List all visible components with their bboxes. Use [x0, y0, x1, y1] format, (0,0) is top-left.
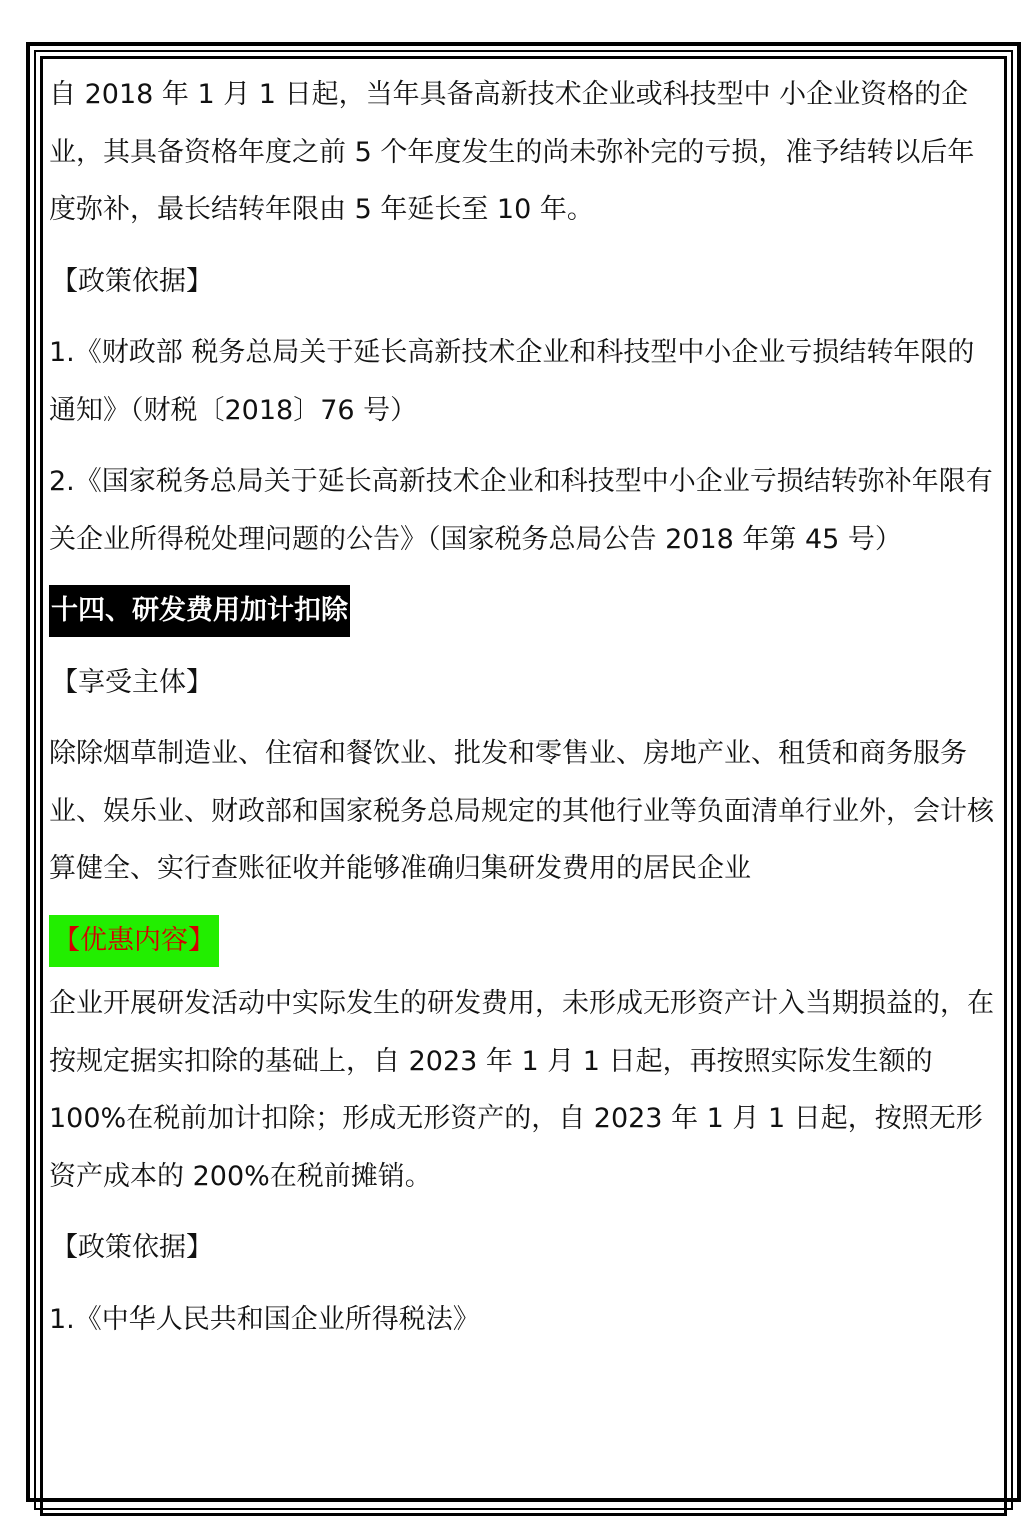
benefit-title: 【优惠内容】: [49, 915, 219, 967]
eligible-subject-text: 除除烟草制造业、住宿和餐饮业、批发和零售业、房地产业、租赁和商务服务业、娱乐业、财政部和国家税务总局规定的其他行业等负面清单行业外，会计核算健全、实行查账征收并能够准确归集研发费用的居民企业: [49, 738, 994, 884]
section-heading: 十四、研发费用加计扣除: [49, 585, 350, 637]
intro-paragraph: 自 2018 年 1 月 1 日起，当年具备高新技术企业或科技型中 小企业资格的企业，其具备资格年度之前 5 个年度发生的尚未弥补完的亏损，准予结转以后年度弥补，最长结转年限由 5 年延长至 10 年。: [49, 79, 975, 225]
policy-basis-title: 【政策依据】: [51, 1232, 213, 1263]
policy-basis-title: 【政策依据】: [51, 265, 213, 297]
policy-basis-item: 1.《中华人民共和国企业所得税法》: [49, 1303, 480, 1335]
policy-basis-item: 2.《国家税务总局关于延长高新技术企业和科技型中小企业亏损结转弥补年限有关企业所得税处理问题的公告》（国家税务总局公告 2018 年第 45 号）: [49, 466, 993, 555]
eligible-subject-title: 【享受主体】: [51, 666, 213, 698]
document-body: [49, 66, 1001, 1348]
benefit-text: 企业开展研发活动中实际发生的研发费用，未形成无形资产计入当期损益的，在按规定据实扣除的基础上，自 2023 年 1 月 1 日起，再按照实际发生额的 100%在税前加计扣除；形成无形资产的，自 2023 年 1 月 1 日起，按照无形资产成本的 200%在税前摊销。: [49, 988, 994, 1192]
policy-basis-item: 1.《财政部 税务总局关于延长高新技术企业和科技型中小企业亏损结转年限的通知》（财税〔2018〕76 号）: [49, 337, 975, 426]
